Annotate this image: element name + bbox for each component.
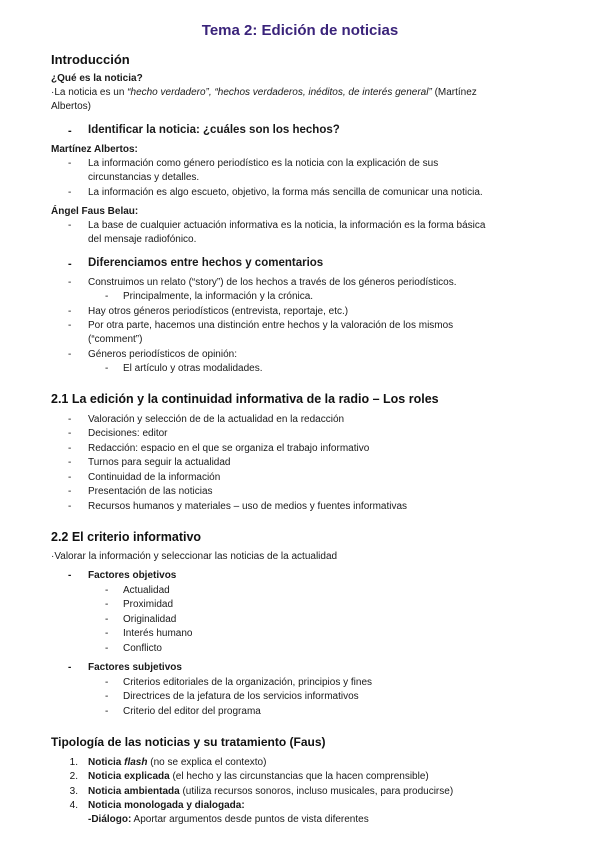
- bullet-dash: -: [105, 628, 109, 639]
- bullet-dash: -: [68, 125, 72, 137]
- list-number: 2.: [69, 771, 78, 782]
- bullet-dash: -: [68, 414, 72, 425]
- heading-2-2: 2.2 El criterio informativo: [51, 530, 202, 544]
- list-item: Por otra parte, hacemos una distinción entre hechos y la valoración de los mismos: [88, 320, 454, 331]
- definition-line-2: Albertos): [51, 101, 92, 112]
- numbered-item: Noticia flash (no se explica el contexto): [88, 757, 267, 768]
- bullet-dash: -: [68, 501, 72, 512]
- page-title: Tema 2: Edición de noticias: [201, 22, 399, 39]
- bullet-dash: -: [105, 614, 109, 625]
- bullet-dash: -: [68, 472, 72, 483]
- list-item: La base de cualquier actuación informativa es la noticia, la información es la forma básica: [88, 220, 486, 231]
- bullet-dash: -: [68, 320, 72, 331]
- bullet-dash: -: [68, 349, 72, 360]
- numbered-item: Noticia monologada y dialogada:: [88, 800, 245, 811]
- bullet-dash: -: [105, 706, 109, 717]
- list-number: 4.: [69, 800, 78, 811]
- sub-list-item: Originalidad: [123, 614, 177, 625]
- list-item: Turnos para seguir la actualidad: [88, 457, 231, 468]
- bullet-dash: -: [68, 306, 72, 317]
- heading-tipologia: Tipología de las noticias y su tratamiento (Faus): [51, 735, 326, 749]
- factores-objetivos-label: Factores objetivos: [88, 570, 177, 581]
- list-item: Valoración y selección de de la actualidad en la redacción: [88, 414, 345, 425]
- question-que-es-noticia: ¿Qué es la noticia?: [51, 73, 143, 84]
- bullet-dash: -: [105, 599, 109, 610]
- sub-list-item: Criterios editoriales de la organización, principios y fines: [123, 677, 373, 688]
- heading-2-1: 2.1 La edición y la continuidad informativa de la radio – Los roles: [51, 392, 439, 406]
- list-item-cont: del mensaje radiofónico.: [88, 234, 197, 245]
- subheading-identificar: Identificar la noticia: ¿cuáles son los hechos?: [88, 124, 340, 136]
- bullet-dash: -: [68, 457, 72, 468]
- numbered-item: Noticia ambientada (utiliza recursos sonoros, incluso musicales, para producirse): [88, 786, 454, 797]
- list-item: Continuidad de la información: [88, 472, 221, 483]
- bullet-dash: -: [105, 291, 109, 302]
- lead-text: ·Valorar la información y seleccionar las noticias de la actualidad: [51, 551, 338, 562]
- bullet-dash: -: [105, 643, 109, 654]
- bullet-dash: -: [68, 158, 72, 169]
- sub-list-item: Actualidad: [123, 585, 170, 596]
- definition-line: ·La noticia es un “hecho verdadero”, “hechos verdaderos, inéditos, de interés general” (Martínez: [51, 87, 477, 98]
- bullet-dash: -: [105, 363, 109, 374]
- list-item: Hay otros géneros periodísticos (entrevista, reportaje, etc.): [88, 306, 349, 317]
- bullet-dash: -: [68, 428, 72, 439]
- list-item: Géneros periodísticos de opinión:: [88, 349, 237, 360]
- bullet-dash: -: [68, 220, 72, 231]
- list-item: Construimos un relato (“story”) de los hechos a través de los géneros periodísticos.: [88, 277, 457, 288]
- list-item: La información es algo escueto, objetivo, la forma más sencilla de comunicar una noticia.: [88, 187, 483, 198]
- list-number: 1.: [69, 757, 78, 768]
- bullet-dash: -: [105, 585, 109, 596]
- sub-list-item: Conflicto: [123, 643, 162, 654]
- factores-subjetivos-label: Factores subjetivos: [88, 662, 182, 673]
- sub-list-item: Proximidad: [123, 599, 174, 610]
- author-angel-faus: Ángel Faus Belau:: [51, 206, 139, 217]
- bullet-dash: -: [68, 187, 72, 198]
- list-item: Presentación de las noticias: [88, 486, 213, 497]
- list-item-cont: (“comment”): [88, 334, 143, 345]
- list-number: 3.: [69, 786, 78, 797]
- subheading-diferenciamos: Diferenciamos entre hechos y comentarios: [88, 257, 324, 269]
- sub-list-item: El artículo y otras modalidades.: [123, 363, 263, 374]
- bullet-dash: -: [68, 486, 72, 497]
- heading-introduccion: Introducción: [51, 52, 130, 67]
- list-item: Recursos humanos y materiales – uso de medios y fuentes informativas: [88, 501, 408, 512]
- bullet-dash: -: [68, 443, 72, 454]
- numbered-item: Noticia explicada (el hecho y las circunstancias que la hacen comprensible): [88, 771, 429, 782]
- list-item: Redacción: espacio en el que se organiza el trabajo informativo: [88, 443, 370, 454]
- numbered-item-sub: -Diálogo: Aportar argumentos desde puntos de vista diferentes: [88, 814, 369, 825]
- sub-list-item: Directrices de la jefatura de los servicios informativos: [123, 691, 359, 702]
- list-item-cont: circunstancias y detalles.: [88, 172, 200, 183]
- bullet-dash: -: [68, 277, 72, 288]
- bullet-dash: -: [68, 662, 72, 673]
- author-martinez-albertos: Martínez Albertos:: [51, 144, 138, 155]
- sub-list-item: Interés humano: [123, 628, 193, 639]
- bullet-dash: -: [105, 691, 109, 702]
- sub-list-item: Principalmente, la información y la crónica.: [123, 291, 314, 302]
- sub-list-item: Criterio del editor del programa: [123, 706, 261, 717]
- list-item: Decisiones: editor: [88, 428, 168, 439]
- bullet-dash: -: [105, 677, 109, 688]
- bullet-dash: -: [68, 570, 72, 581]
- bullet-dash: -: [68, 258, 72, 270]
- list-item: La información como género periodístico es la noticia con la explicación de sus: [88, 158, 439, 169]
